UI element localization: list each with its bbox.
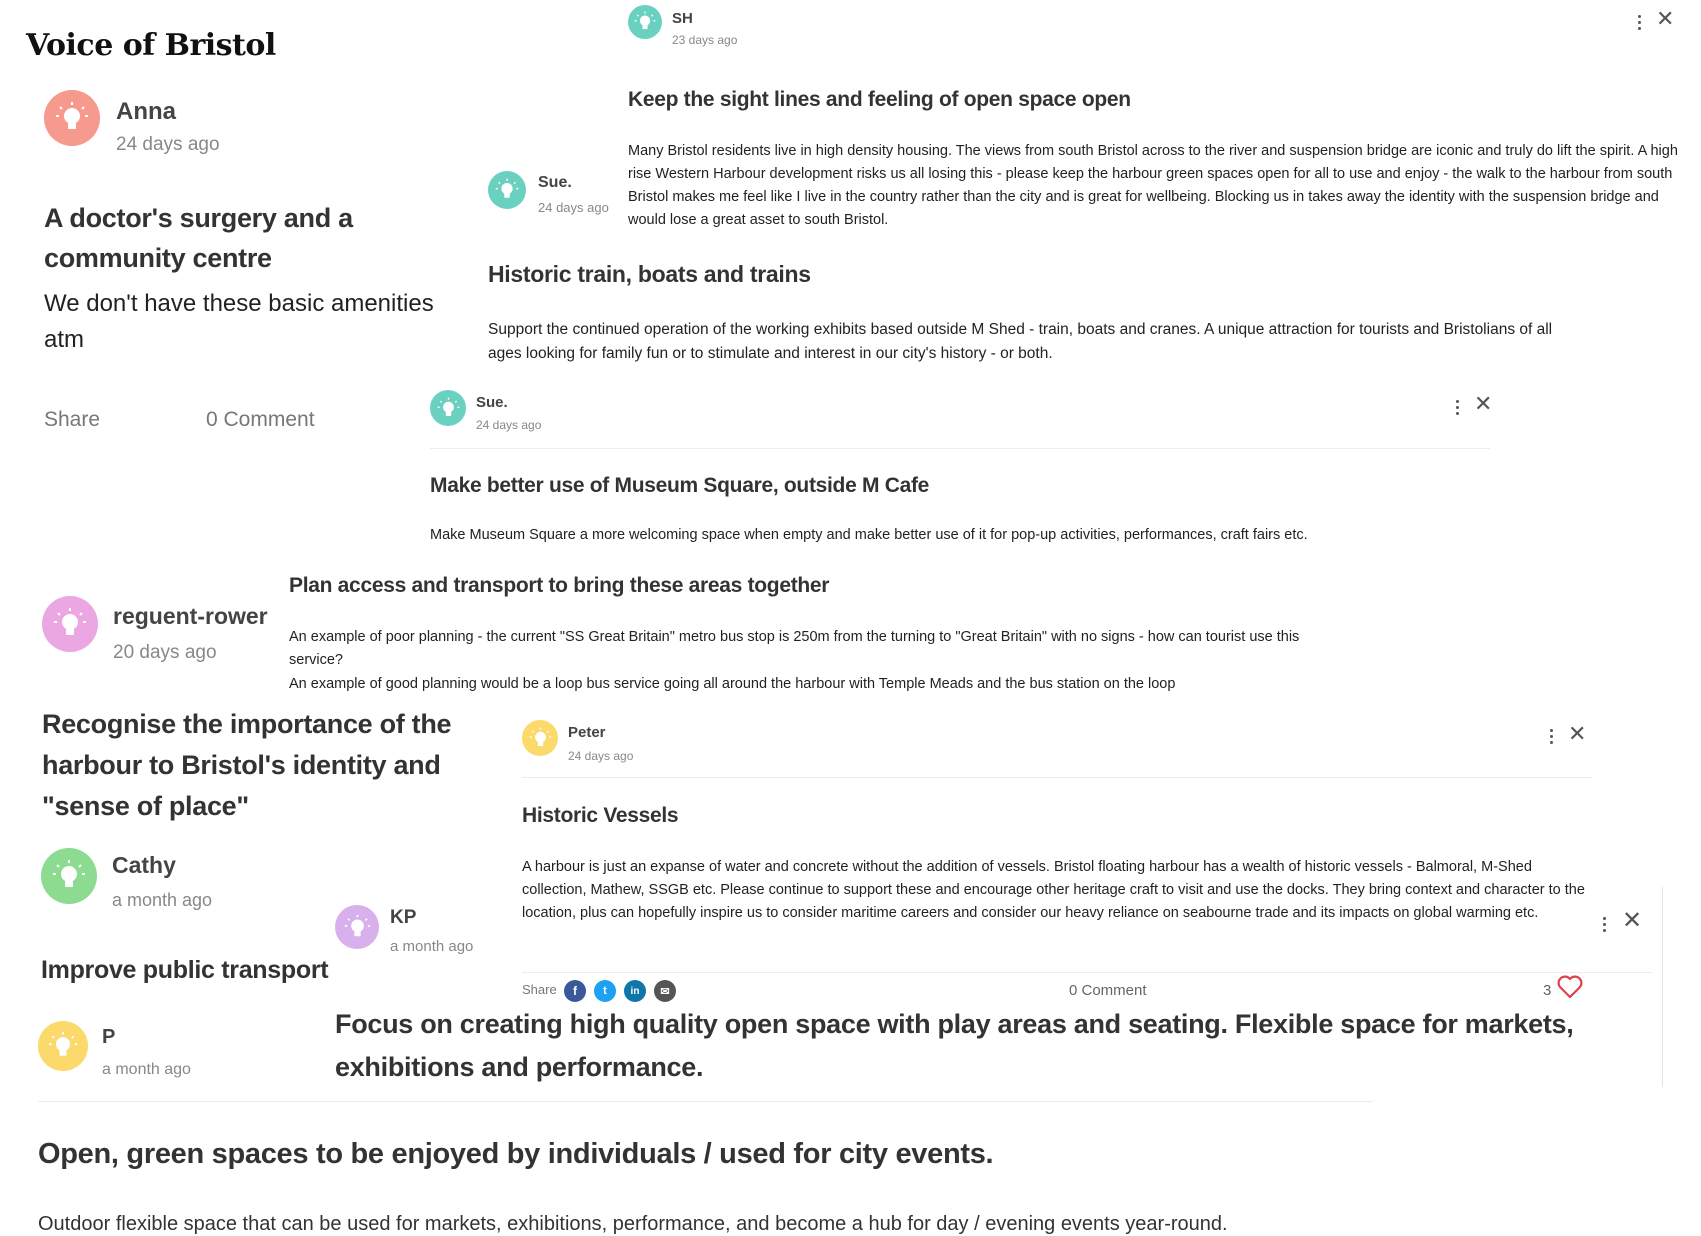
email-icon[interactable]: ✉ xyxy=(654,980,676,1002)
idea-body: We don't have these basic amenities atm xyxy=(44,290,434,353)
idea-body: Many Bristol residents live in high density housing. The views from south Bristol across to the river and suspension bridge are iconic and truly do lift the spirit. A high rise Western Harbour development risks us all losing this - please keep the harbour green spaces open for all to use and enjoy - the walk to the harbour from south Bristol makes me feel like I live in the country rather than the city and is great for wellbeing. Blocking us in takes away the identity with the suspension bridge and would lose a great asset to south Bristol. xyxy=(628,143,1678,228)
post-time: a month ago xyxy=(112,890,213,910)
idea-card-reguent-rower xyxy=(30,568,1370,696)
avatar xyxy=(38,1021,88,1071)
lightbulb-icon xyxy=(52,859,86,893)
idea-card-kp xyxy=(330,900,530,960)
close-icon[interactable]: ✕ xyxy=(1568,721,1587,746)
avatar xyxy=(430,390,466,426)
author-name: reguent-rower xyxy=(113,603,268,629)
avatar xyxy=(522,720,558,756)
like-count: 3 xyxy=(1543,982,1552,999)
lightbulb-icon xyxy=(529,727,552,750)
post-time: a month ago xyxy=(390,938,474,955)
post-time: a month ago xyxy=(102,1061,191,1078)
idea-card-anna xyxy=(30,80,470,480)
lightbulb-icon xyxy=(55,101,89,135)
header-divider xyxy=(430,448,1490,449)
lightbulb-icon xyxy=(437,397,460,420)
avatar xyxy=(41,848,97,904)
idea-card-peter xyxy=(510,700,1660,1005)
more-options-icon[interactable] xyxy=(1550,729,1554,747)
linkedin-icon[interactable]: in xyxy=(624,980,646,1002)
idea-title-recognise: Recognise the importance of the harbour to Bristol's identity and "sense of place" xyxy=(42,709,452,821)
idea-title: Keep the sight lines and feeling of open space open xyxy=(628,88,1131,111)
more-options-icon[interactable] xyxy=(1456,400,1460,418)
author-name: KP xyxy=(390,907,417,928)
post-time: 24 days ago xyxy=(538,200,609,215)
more-options-icon[interactable] xyxy=(1638,15,1642,33)
lightbulb-icon xyxy=(48,1031,78,1061)
idea-body-line-2: An example of good planning would be a loop bus service going all around the harbour with Temple Meads and the bus station on the loop xyxy=(289,676,1176,692)
more-options-icon[interactable] xyxy=(1603,917,1607,935)
idea-card-sue-1 xyxy=(476,162,626,232)
idea-title-p: Open, green spaces to be enjoyed by individuals / used for city events. xyxy=(38,1138,994,1170)
idea-body: A harbour is just an expanse of water and concrete without the addition of vessels. Bristol floating harbour has a wealth of historic vessels - Balmoral, M-Shed collection, Mathew, SSGB etc. Please continue to support these and encourage other heritage craft to visit and use the docks. They bring context and character to the location, plus can hopefully inspire us to consider maritime careers and consider our heavy reliance on seabourne trade and its impacts on global warming etc. xyxy=(522,859,1585,921)
idea-title: Improve public transport xyxy=(41,956,329,984)
share-label: Share xyxy=(522,982,557,997)
post-time: 20 days ago xyxy=(113,642,217,663)
avatar xyxy=(335,905,379,949)
close-icon[interactable]: ✕ xyxy=(1656,6,1675,31)
section-divider xyxy=(38,1101,1373,1102)
idea-body: Make Museum Square a more welcoming space when empty and make better use of it for pop-up activities, performances, craft fairs etc. xyxy=(430,527,1308,543)
idea-title-kp: Focus on creating high quality open space with play areas and seating. Flexible space for markets, exhibitions and performance. xyxy=(335,1009,1574,1082)
avatar xyxy=(44,90,100,146)
avatar xyxy=(488,171,526,209)
comment-count[interactable]: 0 Comment xyxy=(206,408,315,431)
lightbulb-icon xyxy=(634,11,656,33)
post-time: 23 days ago xyxy=(672,33,738,47)
header-divider xyxy=(522,777,1592,778)
idea-title: Make better use of Museum Square, outside M Cafe xyxy=(430,474,930,497)
share-button[interactable]: Share xyxy=(44,408,101,431)
heart-icon[interactable] xyxy=(1557,975,1583,1004)
avatar xyxy=(42,596,98,652)
author-name: Sue. xyxy=(538,174,572,191)
twitter-icon[interactable]: t xyxy=(594,980,616,1002)
post-time: 24 days ago xyxy=(476,418,542,432)
close-icon[interactable]: ✕ xyxy=(1474,391,1493,416)
post-time: 24 days ago xyxy=(568,749,634,763)
avatar xyxy=(628,5,662,39)
app-title: Voice of Bristol xyxy=(26,28,276,63)
idea-card-sh xyxy=(620,0,1701,232)
idea-title: Historic train, boats and trains xyxy=(488,261,811,287)
idea-card-sue-1-content xyxy=(476,234,1676,364)
card-edge xyxy=(1662,887,1663,1087)
lightbulb-icon xyxy=(53,607,87,641)
post-time: 24 days ago xyxy=(116,134,220,155)
idea-card-cathy xyxy=(30,840,330,1000)
lightbulb-icon xyxy=(344,914,371,941)
facebook-icon[interactable]: f xyxy=(564,980,586,1002)
author-name: Peter xyxy=(568,724,606,741)
author-name: Sue. xyxy=(476,394,508,411)
idea-card-sue-2 xyxy=(420,372,1500,552)
idea-body-p: Outdoor flexible space that can be used for markets, exhibitions, performance, and become a hub for day / evening events year-round. xyxy=(38,1213,1228,1235)
close-icon[interactable]: ✕ xyxy=(1622,907,1643,934)
idea-body-line-1: An example of poor planning - the current "SS Great Britain" metro bus stop is 250m from the turning to "Great Britain" with no signs - how can tourist use this service? xyxy=(289,629,1300,668)
body-divider xyxy=(522,972,1652,973)
author-name: Cathy xyxy=(112,852,176,878)
idea-body: Support the continued operation of the working exhibits based outside M Shed - train, boats and cranes. A unique attraction for tourists and Bristolians of all ages looking for family fun or to stimulate and interest in our city's history - or both. xyxy=(488,321,1553,362)
idea-title: A doctor's surgery and a community centre xyxy=(44,203,353,273)
idea-title: Plan access and transport to bring these areas together xyxy=(289,574,830,597)
author-name: P xyxy=(102,1026,116,1048)
lightbulb-icon xyxy=(495,178,519,202)
idea-card-p xyxy=(30,1018,330,1093)
comment-count[interactable]: 0 Comment xyxy=(1069,982,1147,999)
author-name: SH xyxy=(672,10,693,27)
author-name: Anna xyxy=(116,98,176,125)
idea-title: Historic Vessels xyxy=(522,804,679,827)
